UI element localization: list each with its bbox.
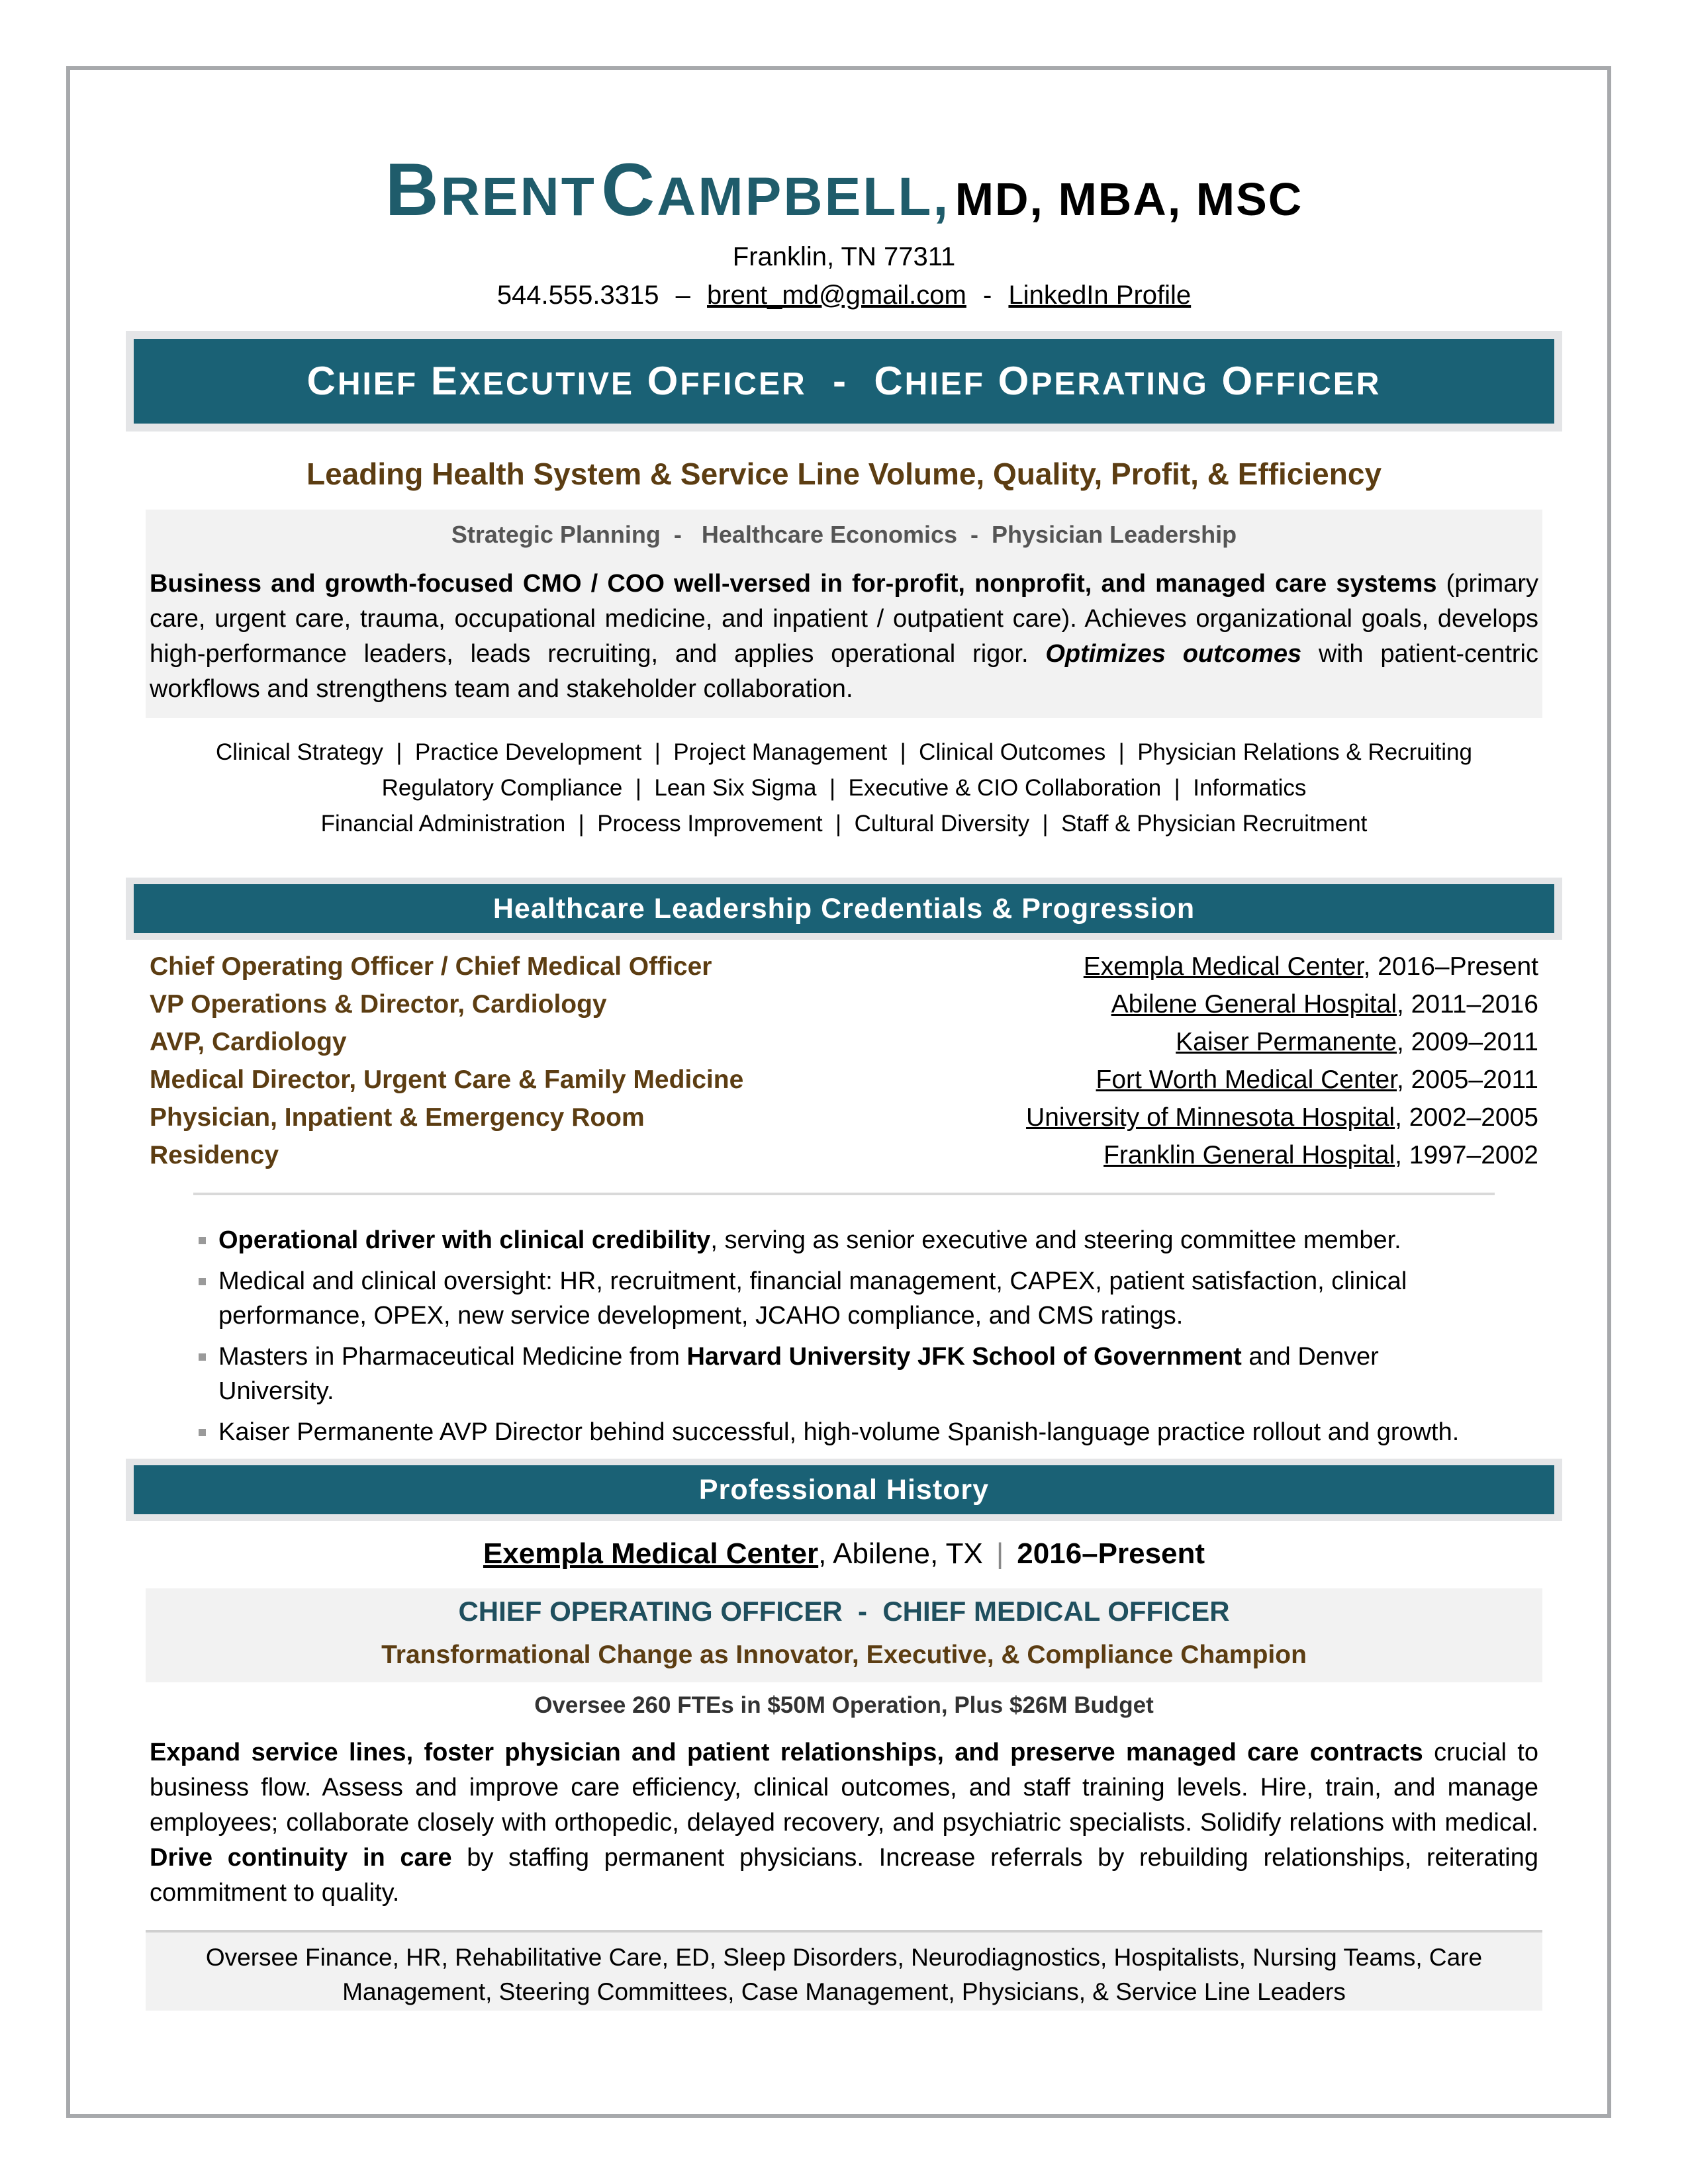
role-row — [150, 948, 1538, 986]
role-organization: Abilene General Hospital — [1111, 990, 1397, 1019]
employer-line: Exempla Medical Center, Abilene, TX | 2016–Present — [483, 1537, 1205, 1570]
core-skills — [146, 735, 1542, 842]
skills-line: Financial Administration | Process Improvement | Cultural Diversity | Staff & Physician Recruitment — [320, 811, 1368, 837]
oversight-areas: Oversee Finance, HR, Rehabilitative Care, ED, Sleep Disorders, Neurodiagnostics, Hospitalists, Nursing Teams, Care Management, Steering Committees, Case Management, Physicians, & Service Line Leaders — [205, 1944, 1483, 2005]
bullet-icon — [199, 1353, 206, 1361]
role-organization: Franklin General Hospital — [1103, 1141, 1395, 1169]
role-row — [150, 1099, 1538, 1137]
phone: 544.555.3315 — [496, 281, 659, 310]
section-title: Professional History — [134, 1465, 1554, 1514]
contact-line: 544.555.3315 – brent_md@gmail.com - LinkedIn Profile — [496, 281, 1192, 310]
role-title: Physician, Inpatient & Emergency Room — [150, 1103, 645, 1132]
skills-line: Clinical Strategy | Practice Development | Project Management | Clinical Outcomes | Physician Relations & Recruiting — [216, 739, 1472, 765]
role-years: , 2016–Present — [1363, 952, 1538, 981]
skills-line: Regulatory Compliance | Lean Six Sigma | Executive & CIO Collaboration | Informatics — [381, 775, 1307, 801]
role-row — [150, 1023, 1538, 1062]
list-item: Masters in Pharmaceutical Medicine from Harvard University JFK School of Government and Denver University. — [199, 1340, 1496, 1408]
role-organization: Exempla Medical Center — [1083, 952, 1364, 981]
location: Franklin, TN 77311 — [732, 242, 956, 271]
job-scope: Oversee 260 FTEs in $50M Operation, Plus $26M Budget — [534, 1692, 1154, 1718]
linkedin-link[interactable]: LinkedIn Profile — [1008, 281, 1192, 310]
role-years: , 2009–2011 — [1397, 1028, 1538, 1056]
headline-text: CHIEF EXECUTIVE OFFICER - CHIEF OPERATING OFFICER — [134, 339, 1554, 424]
bullet-icon — [199, 1278, 206, 1285]
role-years: , 2011–2016 — [1397, 990, 1538, 1019]
section-title: Healthcare Leadership Credentials & Progression — [134, 884, 1554, 933]
headline-banner — [126, 331, 1562, 432]
employment-dates: 2016–Present — [1017, 1537, 1205, 1570]
role-years: , 2005–2011 — [1397, 1066, 1538, 1094]
role-title: VP Operations & Director, Cardiology — [150, 990, 607, 1019]
role-organization: Fort Worth Medical Center — [1096, 1066, 1397, 1094]
role-title: Medical Director, Urgent Care & Family Medicine — [150, 1066, 744, 1094]
employer-location: , Abilene, TX — [818, 1537, 983, 1570]
list-item: Operational driver with clinical credibility, serving as senior executive and steering committee member. — [199, 1223, 1496, 1257]
highlights-list — [199, 1223, 1496, 1456]
role-organization: Kaiser Permanente — [1176, 1028, 1397, 1056]
list-item: Kaiser Permanente AVP Director behind successful, high-volume Spanish-language practice rollout and growth. — [199, 1415, 1496, 1449]
candidate-name: BRENT CAMPBELL, MD, MBA, MSC — [385, 148, 1303, 231]
bullet-icon — [199, 1237, 206, 1244]
role-row — [150, 1136, 1538, 1175]
focus-areas: Strategic Planning - Healthcare Economics - Physician Leadership — [451, 521, 1237, 548]
job-description: Expand service lines, foster physician and patient relationships, and preserve managed care contracts crucial to business flow. Assess and improve care efficiency, clinical outcomes, and staff training levels. Hire, train, and manage employees; collaborate closely with orthopedic, delayed recovery, and psychiatric specialists. Solidify relations with medical. Drive continuity in care by staffing permanent physicians. Increase referrals by rebuilding relationships, reiterating commitment to quality. — [150, 1739, 1539, 1907]
role-title: Chief Operating Officer / Chief Medical Officer — [150, 952, 712, 981]
section-header-credentials — [126, 878, 1562, 940]
job-subtitle: Transformational Change as Innovator, Executive, & Compliance Champion — [381, 1641, 1307, 1669]
divider — [193, 1193, 1495, 1195]
email-link[interactable]: brent_md@gmail.com — [707, 281, 966, 310]
tagline: Leading Health System & Service Line Volume, Quality, Profit, & Efficiency — [306, 457, 1382, 491]
role-years: , 1997–2002 — [1395, 1141, 1538, 1169]
list-item: Medical and clinical oversight: HR, recruitment, financial management, CAPEX, patient satisfaction, clinical performance, OPEX, new service development, JCAHO compliance, and CMS ratings. — [199, 1264, 1496, 1333]
role-title: Residency — [150, 1141, 279, 1169]
employer-name: Exempla Medical Center — [483, 1537, 819, 1570]
summary-paragraph: Business and growth-focused CMO / COO well-versed in for-profit, nonprofit, and managed care systems (primary care, urgent care, trauma, occupational medicine, and inpatient / outpatient care). Achieves organizational goals, develops high-performance leaders, leads recruiting, and applies operational rigor. Optimizes outcomes with patient-centric workflows and strengthens team and stakeholder collaboration. — [150, 570, 1538, 703]
bullet-icon — [199, 1429, 206, 1436]
credentials: MD, MBA, MSC — [955, 173, 1303, 225]
section-header-history — [126, 1459, 1562, 1521]
job-title: CHIEF OPERATING OFFICER - CHIEF MEDICAL OFFICER — [458, 1596, 1230, 1627]
role-row — [150, 1061, 1538, 1099]
role-row — [150, 985, 1538, 1024]
role-title: AVP, Cardiology — [150, 1028, 347, 1056]
role-organization: University of Minnesota Hospital — [1026, 1103, 1395, 1132]
role-years: , 2002–2005 — [1395, 1103, 1538, 1132]
